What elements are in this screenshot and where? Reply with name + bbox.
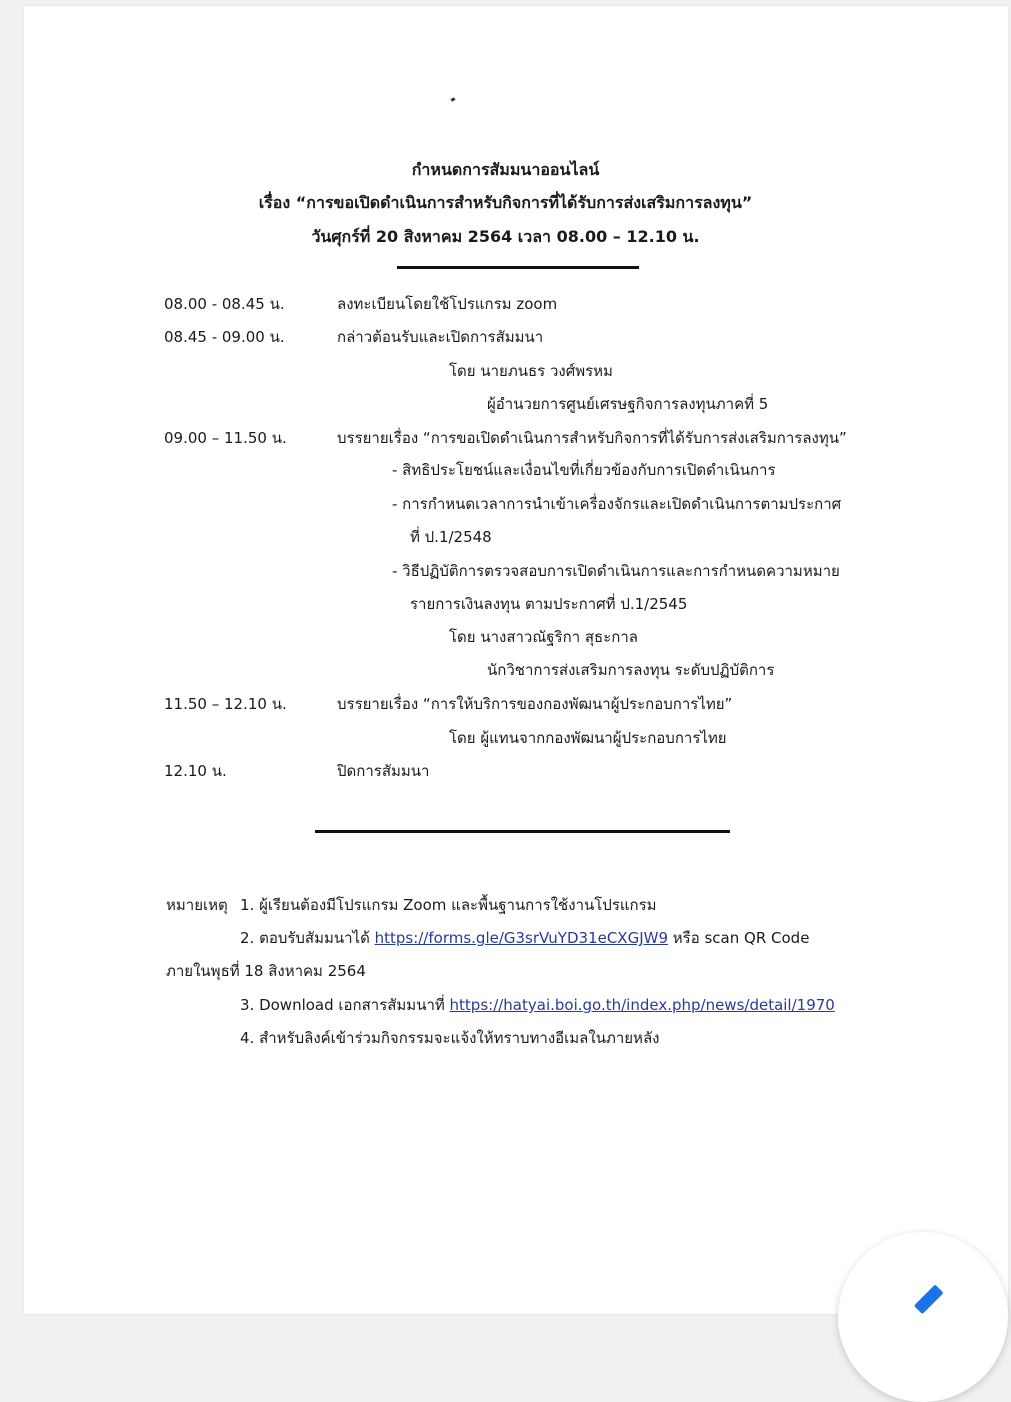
note-2-suffix: หรือ scan QR Code <box>668 929 810 947</box>
session-2-activity: กล่าวต้อนรับและเปิดการสัมมนา <box>337 328 544 346</box>
session-5-activity: ปิดการสัมมนา <box>337 762 430 780</box>
notes-label: หมายเหตุ <box>166 896 228 914</box>
session-2-speaker: โดย นายภนธร วงศ์พรหม <box>449 362 613 380</box>
session-1-time: 08.00 - 08.45 น. <box>164 295 285 313</box>
session-3-topic-3: - วิธีปฏิบัติการตรวจสอบการเปิดดำเนินการและการกำหนดความหมาย <box>392 562 840 580</box>
session-4-time: 11.50 – 12.10 น. <box>164 695 287 713</box>
document-subject: เรื่อง “การขอเปิดดำเนินการสำหรับกิจการที่ได้รับการส่งเสริมการลงทุน” <box>258 193 753 212</box>
note-3-text: 3. Download เอกสารสัมมนาที่ <box>240 996 450 1014</box>
session-4-activity: บรรยายเรื่อง “การให้บริการของกองพัฒนาผู้ประกอบการไทย” <box>337 695 733 713</box>
schedule-divider <box>315 830 730 833</box>
pencil-icon <box>908 1280 948 1320</box>
session-3-topic-2-cont: ที่ ป.1/2548 <box>410 528 492 546</box>
session-3-topic-1: - สิทธิประโยชน์และเงื่อนไขที่เกี่ยวข้องกับการเปิดดำเนินการ <box>392 461 776 479</box>
note-4: 4. สำหรับลิงค์เข้าร่วมกิจกรรมจะแจ้งให้ทราบทางอีเมลในภายหลัง <box>240 1029 660 1047</box>
session-3-topic-3-cont: รายการเงินลงทุน ตามประกาศที่ ป.1/2545 <box>410 595 688 613</box>
note-2-text: 2. ตอบรับสัมมนาได้ <box>240 929 375 947</box>
session-4-speaker: โดย ผู้แทนจากกองพัฒนาผู้ประกอบการไทย <box>449 729 727 747</box>
document-date-time: วันศุกร์ที่ 20 สิงหาคม 2564 เวลา 08.00 – 12.10 น. <box>311 227 700 246</box>
session-3-speaker-role: นักวิชาการส่งเสริมการลงทุน ระดับปฏิบัติการ <box>487 661 775 679</box>
session-3-activity: บรรยายเรื่อง “การขอเปิดดำเนินการสำหรับกิจการที่ได้รับการส่งเสริมการลงทุน” <box>337 429 847 447</box>
title-divider <box>397 266 639 269</box>
note-2-deadline: ภายในพุธที่ 18 สิงหาคม 2564 <box>166 962 366 980</box>
session-5-time: 12.10 น. <box>164 762 227 780</box>
session-2-speaker-role: ผู้อำนวยการศูนย์เศรษฐกิจการลงทุนภาคที่ 5 <box>487 395 769 413</box>
note-2 <box>240 928 809 948</box>
document-title: กำหนดการสัมมนาออนไลน์ <box>411 160 600 179</box>
registration-link[interactable]: https://forms.gle/G3srVuYD31eCXGJW9 <box>374 929 668 947</box>
documents-link[interactable]: https://hatyai.boi.go.th/index.php/news/detail/1970 <box>449 996 835 1014</box>
session-2-time: 08.45 - 09.00 น. <box>164 328 285 346</box>
session-1-activity: ลงทะเบียนโดยใช้โปรแกรม zoom <box>337 295 558 313</box>
note-3 <box>240 995 835 1015</box>
session-3-speaker: โดย นางสาวณัฐริกา สุธะกาล <box>449 628 638 646</box>
note-1: 1. ผู้เรียนต้องมีโปรแกรม Zoom และพื้นฐานการใช้งานโปรแกรม <box>240 896 657 914</box>
session-3-topic-2: - การกำหนดเวลาการนำเข้าเครื่องจักรและเปิดดำเนินการตามประกาศ <box>392 495 842 513</box>
session-3-time: 09.00 – 11.50 น. <box>164 429 287 447</box>
